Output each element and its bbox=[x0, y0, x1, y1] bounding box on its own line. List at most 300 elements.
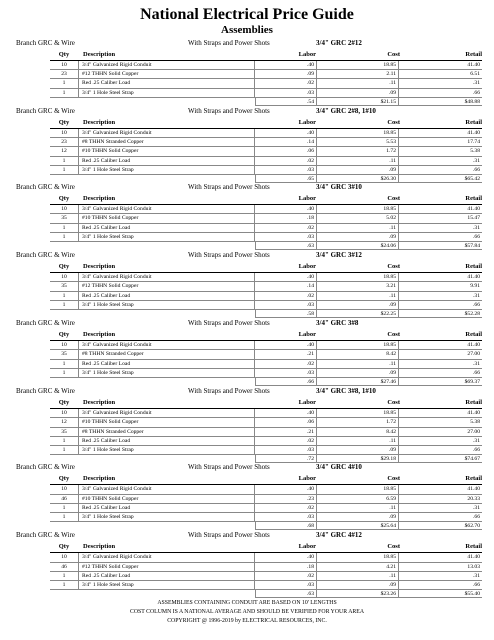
page-title: National Electrical Price Guide bbox=[140, 6, 354, 23]
table-row bbox=[50, 446, 482, 455]
table-row bbox=[50, 437, 482, 446]
col-header-cost: Cost bbox=[387, 543, 400, 551]
cell-description: #10 THHN Solid Copper bbox=[79, 418, 255, 426]
cell-description: Red .25 Caliber Load bbox=[79, 572, 255, 580]
cell-labor: .18 bbox=[255, 214, 317, 222]
cell-labor: .02 bbox=[255, 292, 317, 300]
cell-labor: .02 bbox=[255, 504, 317, 512]
table-row bbox=[50, 224, 482, 233]
total-labor: .58 bbox=[255, 310, 317, 318]
cell-qty: 1 bbox=[50, 224, 79, 232]
cell-labor: .40 bbox=[255, 485, 317, 493]
table-row bbox=[50, 157, 482, 166]
cell-cost: .09 bbox=[317, 446, 399, 454]
cell-description: #10 THHN Solid Copper bbox=[79, 214, 255, 222]
col-header-description: Description bbox=[83, 331, 116, 339]
table-row bbox=[50, 70, 482, 79]
table-row bbox=[50, 428, 482, 437]
cell-labor: .40 bbox=[255, 61, 317, 69]
col-header-qty: Qty bbox=[58, 331, 70, 339]
cell-description: #12 THHN Solid Copper bbox=[79, 70, 255, 78]
column-headers bbox=[0, 330, 494, 340]
table-row bbox=[50, 572, 482, 581]
cell-cost: .11 bbox=[317, 504, 399, 512]
cell-qty: 1 bbox=[50, 504, 79, 512]
cell-retail: .31 bbox=[473, 504, 480, 511]
section-note: With Straps and Power Shots bbox=[188, 251, 270, 260]
cell-labor: .03 bbox=[255, 513, 317, 521]
cell-retail: .31 bbox=[473, 292, 480, 299]
total-labor: .66 bbox=[255, 378, 317, 386]
cell-retail: 41.40 bbox=[467, 206, 480, 213]
cell-qty: 46 bbox=[50, 563, 79, 571]
section-category: Branch GRC & Wire bbox=[16, 463, 75, 472]
cell-description: 3/4" Galvanized Rigid Conduit bbox=[79, 205, 255, 213]
cell-labor: .14 bbox=[255, 282, 317, 290]
cell-cost: 5.53 bbox=[317, 138, 399, 146]
total-labor: .63 bbox=[255, 590, 317, 598]
table-row bbox=[50, 581, 482, 590]
section-note: With Straps and Power Shots bbox=[188, 319, 270, 328]
cell-retail: 5.38 bbox=[470, 148, 480, 155]
cell-labor: .40 bbox=[255, 341, 317, 349]
cell-cost: .09 bbox=[317, 581, 399, 589]
cell-description: #12 THHN Solid Copper bbox=[79, 563, 255, 571]
cell-labor: .40 bbox=[255, 129, 317, 137]
cell-labor: .21 bbox=[255, 428, 317, 436]
table-row bbox=[50, 369, 482, 378]
cell-labor: .40 bbox=[255, 273, 317, 281]
assembly-name: 3/4" GRC 3#12 bbox=[316, 251, 362, 260]
assembly-name: 3/4" GRC 2#12 bbox=[316, 39, 362, 47]
cell-description: #8 THHN Stranded Copper bbox=[79, 428, 255, 436]
total-retail: $48.88 bbox=[399, 98, 482, 106]
cell-qty: 1 bbox=[50, 369, 79, 377]
total-cost: $29.18 bbox=[317, 455, 399, 463]
cell-labor: .03 bbox=[255, 581, 317, 589]
cell-description: 3/4" Galvanized Rigid Conduit bbox=[79, 341, 255, 349]
col-header-retail: Retail bbox=[465, 119, 482, 126]
section-header bbox=[0, 530, 494, 541]
line-item-table bbox=[50, 60, 482, 106]
cell-description: 3/4" 1 Hole Steel Strap bbox=[79, 369, 255, 377]
section-note: With Straps and Power Shots bbox=[188, 39, 270, 47]
cell-retail: .66 bbox=[473, 301, 480, 308]
cell-retail: .31 bbox=[473, 572, 480, 579]
cell-labor: .03 bbox=[255, 369, 317, 377]
cell-description: Red .25 Caliber Load bbox=[79, 157, 255, 165]
cell-description: 3/4" 1 Hole Steel Strap bbox=[79, 446, 255, 454]
column-headers bbox=[0, 262, 494, 272]
cell-qty: 1 bbox=[50, 437, 79, 445]
col-header-cost: Cost bbox=[387, 195, 400, 203]
table-row bbox=[50, 360, 482, 369]
table-row bbox=[50, 166, 482, 175]
table-row bbox=[50, 79, 482, 88]
col-header-description: Description bbox=[83, 263, 116, 271]
table-row bbox=[50, 485, 482, 494]
col-header-qty: Qty bbox=[58, 195, 70, 203]
cell-labor: .02 bbox=[255, 224, 317, 232]
column-headers bbox=[0, 542, 494, 552]
section-note: With Straps and Power Shots bbox=[188, 387, 270, 396]
cell-qty: 1 bbox=[50, 233, 79, 241]
cell-description: 3/4" 1 Hole Steel Strap bbox=[79, 513, 255, 521]
line-item-table bbox=[50, 128, 482, 183]
total-retail: $65.42 bbox=[399, 175, 482, 183]
cell-qty: 35 bbox=[50, 350, 79, 358]
section-note: With Straps and Power Shots bbox=[188, 107, 270, 115]
cell-cost: .09 bbox=[317, 89, 399, 97]
cell-retail: .66 bbox=[473, 369, 480, 376]
col-header-description: Description bbox=[83, 543, 116, 551]
section-header bbox=[0, 462, 494, 473]
totals-row bbox=[50, 590, 482, 598]
cell-cost: .09 bbox=[317, 233, 399, 241]
total-labor: .72 bbox=[255, 455, 317, 463]
total-retail: $62.70 bbox=[399, 522, 482, 530]
line-item-table bbox=[50, 408, 482, 463]
section-header bbox=[0, 250, 494, 261]
section-note: With Straps and Power Shots bbox=[188, 183, 270, 192]
total-cost: $21.15 bbox=[317, 98, 399, 106]
total-retail: $69.37 bbox=[399, 378, 482, 386]
cell-description: 3/4" 1 Hole Steel Strap bbox=[79, 89, 255, 97]
cell-labor: .03 bbox=[255, 301, 317, 309]
col-header-retail: Retail bbox=[465, 195, 482, 203]
cell-description: 3/4" Galvanized Rigid Conduit bbox=[79, 409, 255, 417]
cell-qty: 1 bbox=[50, 581, 79, 589]
cell-qty: 1 bbox=[50, 89, 79, 97]
table-row bbox=[50, 563, 482, 572]
cell-labor: .03 bbox=[255, 446, 317, 454]
cell-qty: 1 bbox=[50, 572, 79, 580]
cell-cost: .09 bbox=[317, 301, 399, 309]
assembly-name: 3/4" GRC 3#8, 1#10 bbox=[316, 387, 376, 396]
total-retail: $57.84 bbox=[399, 242, 482, 250]
cell-description: #10 THHN Solid Copper bbox=[79, 147, 255, 155]
table-row bbox=[50, 89, 482, 98]
cell-cost: .09 bbox=[317, 369, 399, 377]
cell-description: 3/4" Galvanized Rigid Conduit bbox=[79, 61, 255, 69]
cell-retail: 41.40 bbox=[467, 410, 480, 417]
cell-qty: 1 bbox=[50, 446, 79, 454]
col-header-qty: Qty bbox=[58, 399, 70, 407]
cell-retail: 41.40 bbox=[467, 130, 480, 136]
col-header-retail: Retail bbox=[465, 51, 482, 58]
cell-cost: .09 bbox=[317, 166, 399, 174]
cell-retail: .66 bbox=[473, 166, 480, 173]
section-category: Branch GRC & Wire bbox=[16, 387, 75, 396]
cell-retail: .66 bbox=[473, 513, 480, 520]
total-cost: $23.26 bbox=[317, 590, 399, 598]
section-header bbox=[0, 182, 494, 193]
cell-retail: 15.47 bbox=[467, 215, 480, 222]
table-row bbox=[50, 495, 482, 504]
cell-cost: 18.85 bbox=[317, 129, 399, 137]
cell-labor: .40 bbox=[255, 205, 317, 213]
cell-cost: .11 bbox=[317, 224, 399, 232]
column-headers bbox=[0, 50, 494, 60]
col-header-labor: Labor bbox=[298, 475, 316, 483]
cell-retail: .66 bbox=[473, 446, 480, 453]
cell-qty: 1 bbox=[50, 513, 79, 521]
table-row bbox=[50, 282, 482, 291]
footer-note-cost: COST COLUMN IS A NATIONAL AVERAGE AND SHOULD BE VERIFIED FOR YOUR AREA bbox=[129, 609, 365, 616]
col-header-cost: Cost bbox=[387, 263, 400, 271]
cell-qty: 1 bbox=[50, 79, 79, 87]
cell-qty: 10 bbox=[50, 485, 79, 493]
cell-qty: 35 bbox=[50, 282, 79, 290]
cell-cost: .11 bbox=[317, 292, 399, 300]
total-labor: .68 bbox=[255, 522, 317, 530]
section-category: Branch GRC & Wire bbox=[16, 531, 75, 540]
page-subtitle: Assemblies bbox=[221, 24, 273, 36]
table-row bbox=[50, 341, 482, 350]
total-cost: $27.46 bbox=[317, 378, 399, 386]
col-header-description: Description bbox=[83, 119, 116, 126]
cell-retail: 27.00 bbox=[467, 428, 480, 435]
cell-retail: 41.40 bbox=[467, 274, 480, 281]
cell-qty: 1 bbox=[50, 157, 79, 165]
line-item-table bbox=[50, 484, 482, 530]
table-row bbox=[50, 409, 482, 418]
assembly-name: 3/4" GRC 4#10 bbox=[316, 463, 362, 472]
footer-note-lengths: ASSEMBLIES CONTAINING CONDUIT ARE BASED ON 10' LENGTHS bbox=[157, 600, 337, 607]
cell-qty: 10 bbox=[50, 205, 79, 213]
cell-labor: .02 bbox=[255, 572, 317, 580]
cell-description: #8 THHN Stranded Copper bbox=[79, 350, 255, 358]
table-row bbox=[50, 350, 482, 359]
cell-description: 3/4" Galvanized Rigid Conduit bbox=[79, 553, 255, 561]
table-row bbox=[50, 418, 482, 427]
cell-cost: 18.85 bbox=[317, 341, 399, 349]
cell-retail: 41.40 bbox=[467, 62, 480, 68]
table-row bbox=[50, 301, 482, 310]
total-cost: $22.25 bbox=[317, 310, 399, 318]
cell-labor: .21 bbox=[255, 350, 317, 358]
table-row bbox=[50, 214, 482, 223]
cell-qty: 10 bbox=[50, 61, 79, 69]
cell-labor: .02 bbox=[255, 437, 317, 445]
cell-retail: 27.00 bbox=[467, 351, 480, 358]
cell-description: 3/4" Galvanized Rigid Conduit bbox=[79, 273, 255, 281]
col-header-description: Description bbox=[83, 195, 116, 203]
cell-retail: 17.74 bbox=[467, 139, 480, 146]
total-retail: $55.40 bbox=[399, 590, 482, 598]
col-header-labor: Labor bbox=[298, 263, 316, 271]
cell-description: #12 THHN Solid Copper bbox=[79, 282, 255, 290]
col-header-retail: Retail bbox=[465, 263, 482, 271]
table-row bbox=[50, 504, 482, 513]
table-row bbox=[50, 513, 482, 522]
cell-description: Red .25 Caliber Load bbox=[79, 437, 255, 445]
cell-description: Red .25 Caliber Load bbox=[79, 224, 255, 232]
cell-cost: 18.85 bbox=[317, 485, 399, 493]
cell-labor: .40 bbox=[255, 553, 317, 561]
cell-cost: 18.85 bbox=[317, 205, 399, 213]
total-labor: .63 bbox=[255, 242, 317, 250]
cell-cost: 18.85 bbox=[317, 61, 399, 69]
col-header-qty: Qty bbox=[58, 543, 70, 551]
table-row bbox=[50, 138, 482, 147]
cell-qty: 10 bbox=[50, 553, 79, 561]
cell-labor: .03 bbox=[255, 166, 317, 174]
cell-cost: 5.02 bbox=[317, 214, 399, 222]
table-row bbox=[50, 553, 482, 562]
cell-retail: .31 bbox=[473, 157, 480, 164]
line-item-table bbox=[50, 204, 482, 250]
col-header-qty: Qty bbox=[58, 475, 70, 483]
cell-description: Red .25 Caliber Load bbox=[79, 79, 255, 87]
cell-cost: 18.85 bbox=[317, 553, 399, 561]
section-header bbox=[0, 318, 494, 329]
cell-qty: 10 bbox=[50, 273, 79, 281]
cell-labor: .02 bbox=[255, 79, 317, 87]
cell-qty: 1 bbox=[50, 166, 79, 174]
section-header bbox=[0, 106, 494, 117]
cell-qty: 12 bbox=[50, 418, 79, 426]
total-cost: $26.30 bbox=[317, 175, 399, 183]
cell-cost: .11 bbox=[317, 360, 399, 368]
col-header-cost: Cost bbox=[387, 399, 400, 407]
cell-cost: 3.21 bbox=[317, 282, 399, 290]
cell-description: Red .25 Caliber Load bbox=[79, 360, 255, 368]
cell-description: #8 THHN Stranded Copper bbox=[79, 138, 255, 146]
assembly-name: 3/4" GRC 4#12 bbox=[316, 531, 362, 540]
cell-qty: 46 bbox=[50, 495, 79, 503]
cell-retail: .31 bbox=[473, 224, 480, 231]
cell-cost: .11 bbox=[317, 572, 399, 580]
col-header-retail: Retail bbox=[465, 331, 482, 339]
cell-cost: .11 bbox=[317, 157, 399, 165]
cell-labor: .03 bbox=[255, 233, 317, 241]
cell-retail: 41.40 bbox=[467, 342, 480, 349]
cell-retail: .66 bbox=[473, 581, 480, 588]
col-header-description: Description bbox=[83, 51, 116, 58]
total-retail: $74.67 bbox=[399, 455, 482, 463]
cell-description: #10 THHN Solid Copper bbox=[79, 495, 255, 503]
cell-qty: 35 bbox=[50, 428, 79, 436]
section-category: Branch GRC & Wire bbox=[16, 319, 75, 328]
cell-labor: .06 bbox=[255, 418, 317, 426]
section-note: With Straps and Power Shots bbox=[188, 463, 270, 472]
cell-labor: .03 bbox=[255, 89, 317, 97]
cell-retail: 5.38 bbox=[470, 419, 480, 426]
assembly-name: 3/4" GRC 3#10 bbox=[316, 183, 362, 192]
col-header-description: Description bbox=[83, 399, 116, 407]
table-row bbox=[50, 273, 482, 282]
table-row bbox=[50, 147, 482, 156]
table-row bbox=[50, 292, 482, 301]
cell-retail: .31 bbox=[473, 80, 480, 87]
totals-row bbox=[50, 98, 482, 106]
cell-labor: .40 bbox=[255, 409, 317, 417]
cell-labor: .14 bbox=[255, 138, 317, 146]
col-header-cost: Cost bbox=[387, 475, 400, 483]
totals-row bbox=[50, 522, 482, 530]
line-item-table bbox=[50, 340, 482, 386]
cell-cost: 6.59 bbox=[317, 495, 399, 503]
cell-qty: 10 bbox=[50, 341, 79, 349]
cell-cost: 4.21 bbox=[317, 563, 399, 571]
cell-qty: 35 bbox=[50, 214, 79, 222]
col-header-retail: Retail bbox=[465, 475, 482, 483]
cell-cost: .11 bbox=[317, 79, 399, 87]
col-header-labor: Labor bbox=[298, 195, 316, 203]
cell-cost: .11 bbox=[317, 437, 399, 445]
totals-row bbox=[50, 310, 482, 318]
cell-qty: 1 bbox=[50, 292, 79, 300]
line-item-table bbox=[50, 552, 482, 598]
cell-qty: 10 bbox=[50, 129, 79, 137]
table-row bbox=[50, 205, 482, 214]
cell-labor: .02 bbox=[255, 360, 317, 368]
cell-description: Red .25 Caliber Load bbox=[79, 504, 255, 512]
cell-retail: 6.51 bbox=[470, 71, 480, 78]
cell-description: 3/4" 1 Hole Steel Strap bbox=[79, 166, 255, 174]
assembly-name: 3/4" GRC 2#8, 1#10 bbox=[316, 107, 376, 115]
assembly-name: 3/4" GRC 3#8 bbox=[316, 319, 359, 328]
col-header-labor: Labor bbox=[298, 331, 316, 339]
total-labor: .65 bbox=[255, 175, 317, 183]
cell-description: 3/4" Galvanized Rigid Conduit bbox=[79, 129, 255, 137]
col-header-retail: Retail bbox=[465, 399, 482, 407]
cell-retail: 41.40 bbox=[467, 486, 480, 493]
col-header-qty: Qty bbox=[58, 263, 70, 271]
section-header bbox=[0, 386, 494, 397]
cell-cost: 1.72 bbox=[317, 418, 399, 426]
section-category: Branch GRC & Wire bbox=[16, 251, 75, 260]
cell-retail: 41.40 bbox=[467, 554, 480, 561]
col-header-cost: Cost bbox=[387, 119, 400, 126]
cell-cost: 2.11 bbox=[317, 70, 399, 78]
col-header-retail: Retail bbox=[465, 543, 482, 551]
cell-qty: 1 bbox=[50, 301, 79, 309]
cell-cost: 8.42 bbox=[317, 428, 399, 436]
totals-row bbox=[50, 242, 482, 250]
col-header-qty: Qty bbox=[58, 51, 70, 58]
total-retail: $52.28 bbox=[399, 310, 482, 318]
cell-labor: .23 bbox=[255, 495, 317, 503]
cell-qty: 1 bbox=[50, 360, 79, 368]
col-header-labor: Labor bbox=[298, 51, 316, 58]
cell-description: 3/4" 1 Hole Steel Strap bbox=[79, 233, 255, 241]
footer-copyright: COPYRIGHT @ 1996-2019 by ELECTRICAL RESOURCES, INC. bbox=[167, 618, 327, 625]
cell-qty: 10 bbox=[50, 409, 79, 417]
cell-labor: .02 bbox=[255, 157, 317, 165]
cell-qty: 23 bbox=[50, 70, 79, 78]
col-header-qty: Qty bbox=[58, 119, 70, 126]
total-labor: .54 bbox=[255, 98, 317, 106]
section-header bbox=[0, 38, 494, 49]
col-header-labor: Labor bbox=[298, 543, 316, 551]
cell-description: 3/4" 1 Hole Steel Strap bbox=[79, 301, 255, 309]
table-row bbox=[50, 61, 482, 70]
col-header-labor: Labor bbox=[298, 119, 316, 126]
cell-retail: .31 bbox=[473, 360, 480, 367]
cell-description: 3/4" 1 Hole Steel Strap bbox=[79, 581, 255, 589]
cell-labor: .06 bbox=[255, 147, 317, 155]
cell-description: 3/4" Galvanized Rigid Conduit bbox=[79, 485, 255, 493]
column-headers bbox=[0, 194, 494, 204]
col-header-labor: Labor bbox=[298, 399, 316, 407]
cell-retail: .66 bbox=[473, 89, 480, 96]
cell-retail: .66 bbox=[473, 233, 480, 240]
footer bbox=[0, 599, 494, 626]
column-headers bbox=[0, 118, 494, 128]
total-cost: $25.64 bbox=[317, 522, 399, 530]
